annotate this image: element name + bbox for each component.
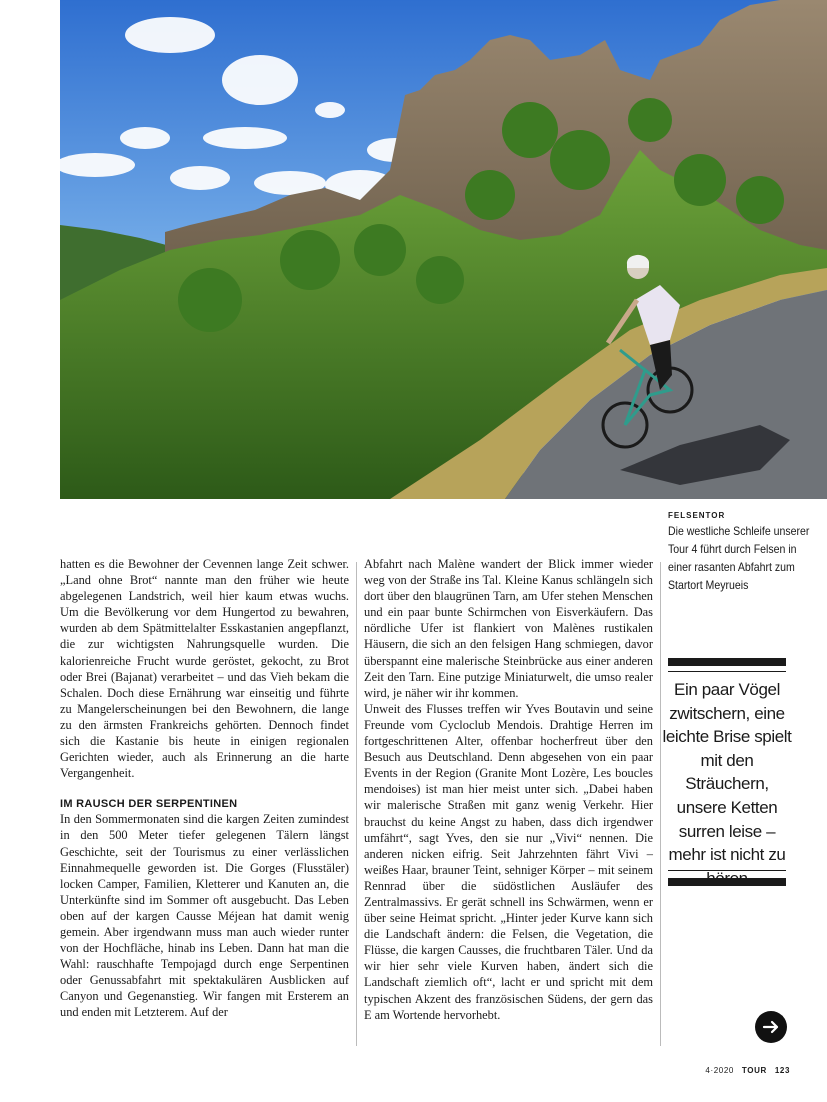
paragraph: Unweit des Flusses treffen wir Yves Boutavin und seine Freunde vom Cycloclub Mendois. Drahtige Herren im fortgeschrittenen Alter, offenbar hocherfreut über den Besuch aus Deutschland. Denn abgesehen von ein paar Events in der Region (Granite Mont Lozère, Les boucles mendoises) ist man hier meist unter sich. „Dabei haben wir malerische Straßen mit ganz wenig Verkehr. Hier brauchst du keine Angst zu haben, dass dich irgendwer umfährt“, sagt Yves, den sie nur „Vivi“ nennen. Die anderen nicken eifrig. Seit Jahrzehnten fährt Vivi – weißes Haar, brauner Teint, sehniger Körper – mit seinem Rennrad über die südöstlichen Ausläufer des Zentralmassivs. Er gerät schnell ins Schwärmen, wenn er über seine Heimat spricht. „Hinter jeder Kurve kann sich die Landschaft ändern: die Felsen, die Vegetation, die Flüsse, die kargen Causses, die fruchtbaren Täler. Und da wir hier sehr viele Kurven haben, ändert sich die Landschaft ziemlich oft“, lacht er und spricht mit dem typischen Akzent des französischen Südens, der gern das E am Wortende hervorhebt.: [364, 701, 653, 1022]
photo-caption: [668, 511, 818, 594]
issue-number: 4·2020: [705, 1066, 734, 1075]
caption-label: FELSENTOR: [668, 511, 726, 520]
hero-photo: [60, 0, 827, 499]
section-subhead: IM RAUSCH DER SERPENTINEN: [60, 798, 238, 811]
magazine-name: TOUR: [741, 1066, 767, 1075]
pullquote-rule-thin: [668, 671, 786, 672]
page-footer: [690, 1066, 790, 1075]
column-divider: [356, 562, 357, 1046]
paragraph: Abfahrt nach Malène wandert der Blick immer wieder weg von der Straße ins Tal. Kleine Kanus schlängeln sich dort über den blaugrünen Tarn, am Ufer stehen Menschen und ein paar bunte Schirmchen von Eisverkäufern. Das nördliche Ufer ist flankiert von Malènes rustikalen Häusern, die sich an den felsigen Hang schmiegen, davor überspannt eine malerische Steinbrücke aus einer anderen Zeit den Tarn. Eine putzige Miniaturwelt, die umso realer wird, je näher wir ihr kommen.: [364, 557, 653, 700]
caption-text: Die westliche Schleife unserer Tour 4 führt durch Felsen in einer rasanten Abfahrt zum Startort Meyrueis: [668, 524, 810, 592]
next-page-button[interactable]: [755, 1011, 787, 1043]
pullquote-rule-top: [668, 658, 786, 666]
article-column-2: [364, 556, 653, 1023]
page-number: 123: [774, 1066, 790, 1075]
pullquote-rule-thin: [668, 870, 786, 871]
article-column-1: [60, 556, 349, 1021]
pullquote-rule-bottom: [668, 878, 786, 886]
pullquote: Ein paar Vögel zwitschern, eine leichte Brise spielt mit den Sträuchern, unsere Ketten surren leise – mehr ist nicht zu: [662, 680, 792, 865]
paragraph: hatten es die Bewohner der Cevennen lange Zeit schwer. „Land ohne Brot“ nannte man den früher wie heute abgelegenen Landstrich, weil hier kaum etwas wuchs. Um die Bevölkerung vor dem Hungertod zu bewahren, wurden ab dem Spätmittelalter Esskastanien angepflanzt, die zur wichtigsten Nahrungsquelle wurden. Die kalorienreiche Frucht wurde geröstet, gekocht, zu Brot oder Brei (Bajanat) verarbeitet – und das Vieh bekam die Schalen. Doch diese Ernährung war einseitig und führte zu Mangelerscheinungen bei den Bewohnern, die lange zu den ärmsten Frankreichs gehörten. Dennoch findet sich die Kastanie bis heute in einigen regionalen Gerichten wieder, auch als Erinnerung an die harte Vergangenheit.: [60, 557, 349, 781]
paragraph: In den Sommermonaten sind die kargen Zeiten zumindest in den 500 Meter tiefer gelegenen Tälern längst Geschichte, seit der Tourismus zu einer verlässlichen Einnahmequelle geworden ist. Die Gorges (Flusstäler) locken Camper, Familien, Kletterer und Kanuten an, die Unterkünfte sind im Sommer oft ausgebucht. Das Leben oben auf der kargen Causse Méjean hat damit wenig gemein. Aber irgendwann muss man auch wieder runter von der Hochfläche, hinab ins Leben. Dann hat man die Wahl: rauschhafte Tempojagd durch enge Serpentinen oder Genussabfahrt mit spektakulären Ausblicken auf Canyon und Gegenanstieg. Wir fangen mit Ersterem an und enden mit Letzterem. Auf der: [60, 812, 349, 1020]
arrow-right-icon: [761, 1017, 781, 1037]
